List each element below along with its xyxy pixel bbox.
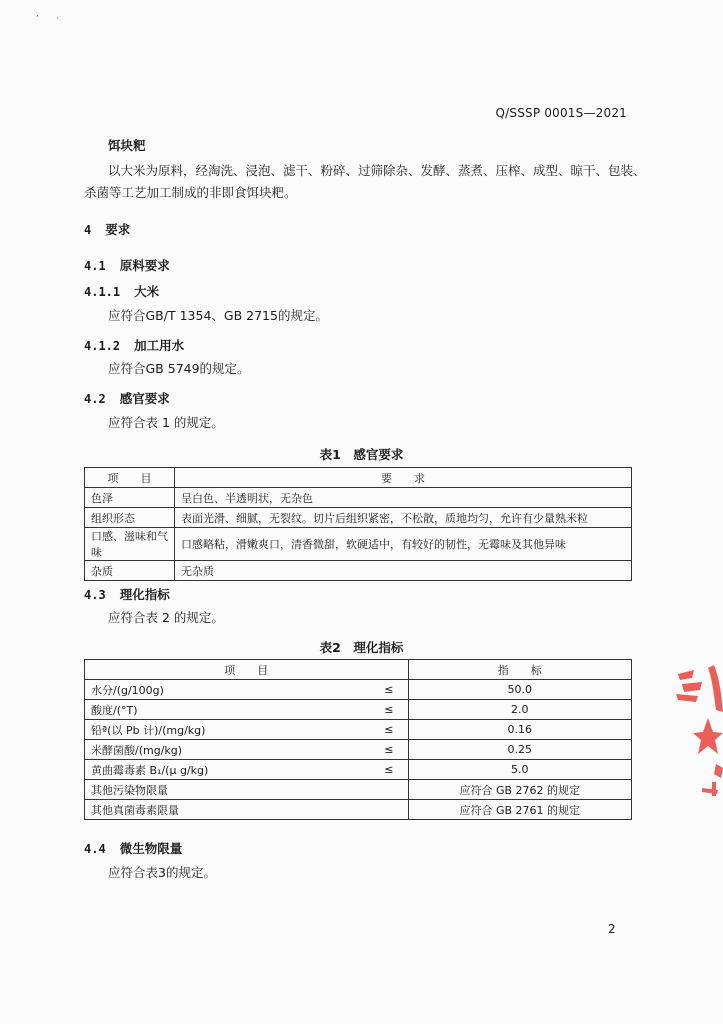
section-number: 4.3 xyxy=(84,588,106,602)
table-row xyxy=(85,680,632,700)
value-cell: 2.0 xyxy=(408,700,631,720)
header-cell: 指 标 xyxy=(408,660,631,680)
value-cell: 0.25 xyxy=(408,740,631,760)
symbol-cell: ≤ xyxy=(357,700,408,720)
header-cell: 项 目 xyxy=(85,660,409,680)
item-cell: 其他真菌毒素限量 xyxy=(85,800,409,820)
symbol-cell: ≤ xyxy=(357,760,408,780)
value-cell: 应符合 GB 2762 的规定 xyxy=(408,780,631,800)
table-row xyxy=(85,720,632,740)
item-cell: 酸度/(°T) xyxy=(85,700,358,720)
term-title: 饵块粑 xyxy=(108,138,146,153)
header-cell: 要 求 xyxy=(175,468,632,488)
term-definition-line1: 以大米为原料，经淘洗、浸泡、滤干、粉碎、过筛除杂、发酵、蒸煮、压榨、成型、晾干、包装、 xyxy=(108,163,646,178)
section-number: 4.1 xyxy=(84,259,106,273)
section-4-3-text: 应符合表 2 的规定。 xyxy=(108,610,224,625)
requirement-cell: 表面光滑、细腻，无裂纹。切片后组织紧密，不松散，质地均匀，允许有少量熟米粒 xyxy=(175,508,632,528)
table1-caption: 表1 感官要求 xyxy=(319,447,404,462)
section-title: 大米 xyxy=(134,284,160,299)
section-4-1-heading xyxy=(84,256,170,274)
table-row xyxy=(85,800,632,820)
table-header-row xyxy=(85,660,632,680)
item-cell: 杂质 xyxy=(85,561,175,581)
table-row xyxy=(85,700,632,720)
section-4-2-text: 应符合表 1 的规定。 xyxy=(108,415,224,430)
table-row xyxy=(85,780,632,800)
table-row xyxy=(85,488,632,508)
requirement-cell: 无杂质 xyxy=(175,561,632,581)
standard-code: Q/SSSP 0001S—2021 xyxy=(495,106,627,120)
item-cell: 米酵菌酸/(mg/kg) xyxy=(85,740,358,760)
value-cell: 0.16 xyxy=(408,720,631,740)
term-definition-line2: 杀菌等工艺加工制成的非即食饵块粑。 xyxy=(84,185,297,200)
section-4-4-heading xyxy=(84,839,182,857)
symbol-cell: ≤ xyxy=(357,720,408,740)
section-4-4-text: 应符合表3的规定。 xyxy=(108,865,216,880)
section-title: 微生物限量 xyxy=(119,841,183,856)
item-cell: 组织形态 xyxy=(85,508,175,528)
page-number: 2 xyxy=(608,922,616,936)
item-cell: 其他污染物限量 xyxy=(85,780,409,800)
item-cell: 黄曲霉毒素 B₁/(μ g/kg) xyxy=(85,760,358,780)
section-4-2-heading xyxy=(84,389,170,407)
table-row xyxy=(85,760,632,780)
item-cell: 水分/(g/100g) xyxy=(85,680,358,700)
sensory-requirements-table xyxy=(84,467,632,581)
section-title: 理化指标 xyxy=(119,587,170,602)
table-row xyxy=(85,740,632,760)
section-4-3-heading xyxy=(84,585,170,603)
item-cell: 色泽 xyxy=(85,488,175,508)
header-cell: 项 目 xyxy=(85,468,175,488)
section-number: 4.2 xyxy=(84,392,106,406)
section-number: 4 xyxy=(84,223,92,237)
symbol-cell: ≤ xyxy=(357,680,408,700)
value-cell: 50.0 xyxy=(408,680,631,700)
section-4-1-2-text: 应符合GB 5749的规定。 xyxy=(108,361,250,376)
section-title: 要求 xyxy=(105,222,131,237)
table-row xyxy=(85,561,632,581)
table-row xyxy=(85,508,632,528)
item-cell: 口感、滋味和气味 xyxy=(85,528,175,561)
section-title: 加工用水 xyxy=(134,338,185,353)
table-header-row xyxy=(85,468,632,488)
table-row xyxy=(85,528,632,561)
section-number: 4.1.1 xyxy=(84,285,121,299)
section-number: 4.1.2 xyxy=(84,339,121,353)
requirement-cell: 呈白色、半透明状，无杂色 xyxy=(175,488,632,508)
section-4-heading xyxy=(84,220,130,238)
section-4-1-1-heading xyxy=(84,282,159,300)
table2-caption: 表2 理化指标 xyxy=(319,640,404,655)
value-cell: 5.0 xyxy=(408,760,631,780)
value-cell: 应符合 GB 2761 的规定 xyxy=(408,800,631,820)
section-number: 4.4 xyxy=(84,842,106,856)
official-seal-stamp xyxy=(672,660,723,805)
section-title: 原料要求 xyxy=(119,258,170,273)
requirement-cell: 口感略粘，滑嫩爽口，清香微甜，软硬适中，有较好的韧性，无霉味及其他异味 xyxy=(175,528,632,561)
physicochemical-table xyxy=(84,659,632,820)
symbol-cell: ≤ xyxy=(357,740,408,760)
section-4-1-1-text: 应符合GB/T 1354、GB 2715的规定。 xyxy=(108,308,328,323)
item-cell: 铅ª(以 Pb 计)/(mg/kg) xyxy=(85,720,358,740)
section-4-1-2-heading xyxy=(84,336,184,354)
scan-marks: ’ · xyxy=(36,14,59,23)
section-title: 感官要求 xyxy=(119,391,170,406)
